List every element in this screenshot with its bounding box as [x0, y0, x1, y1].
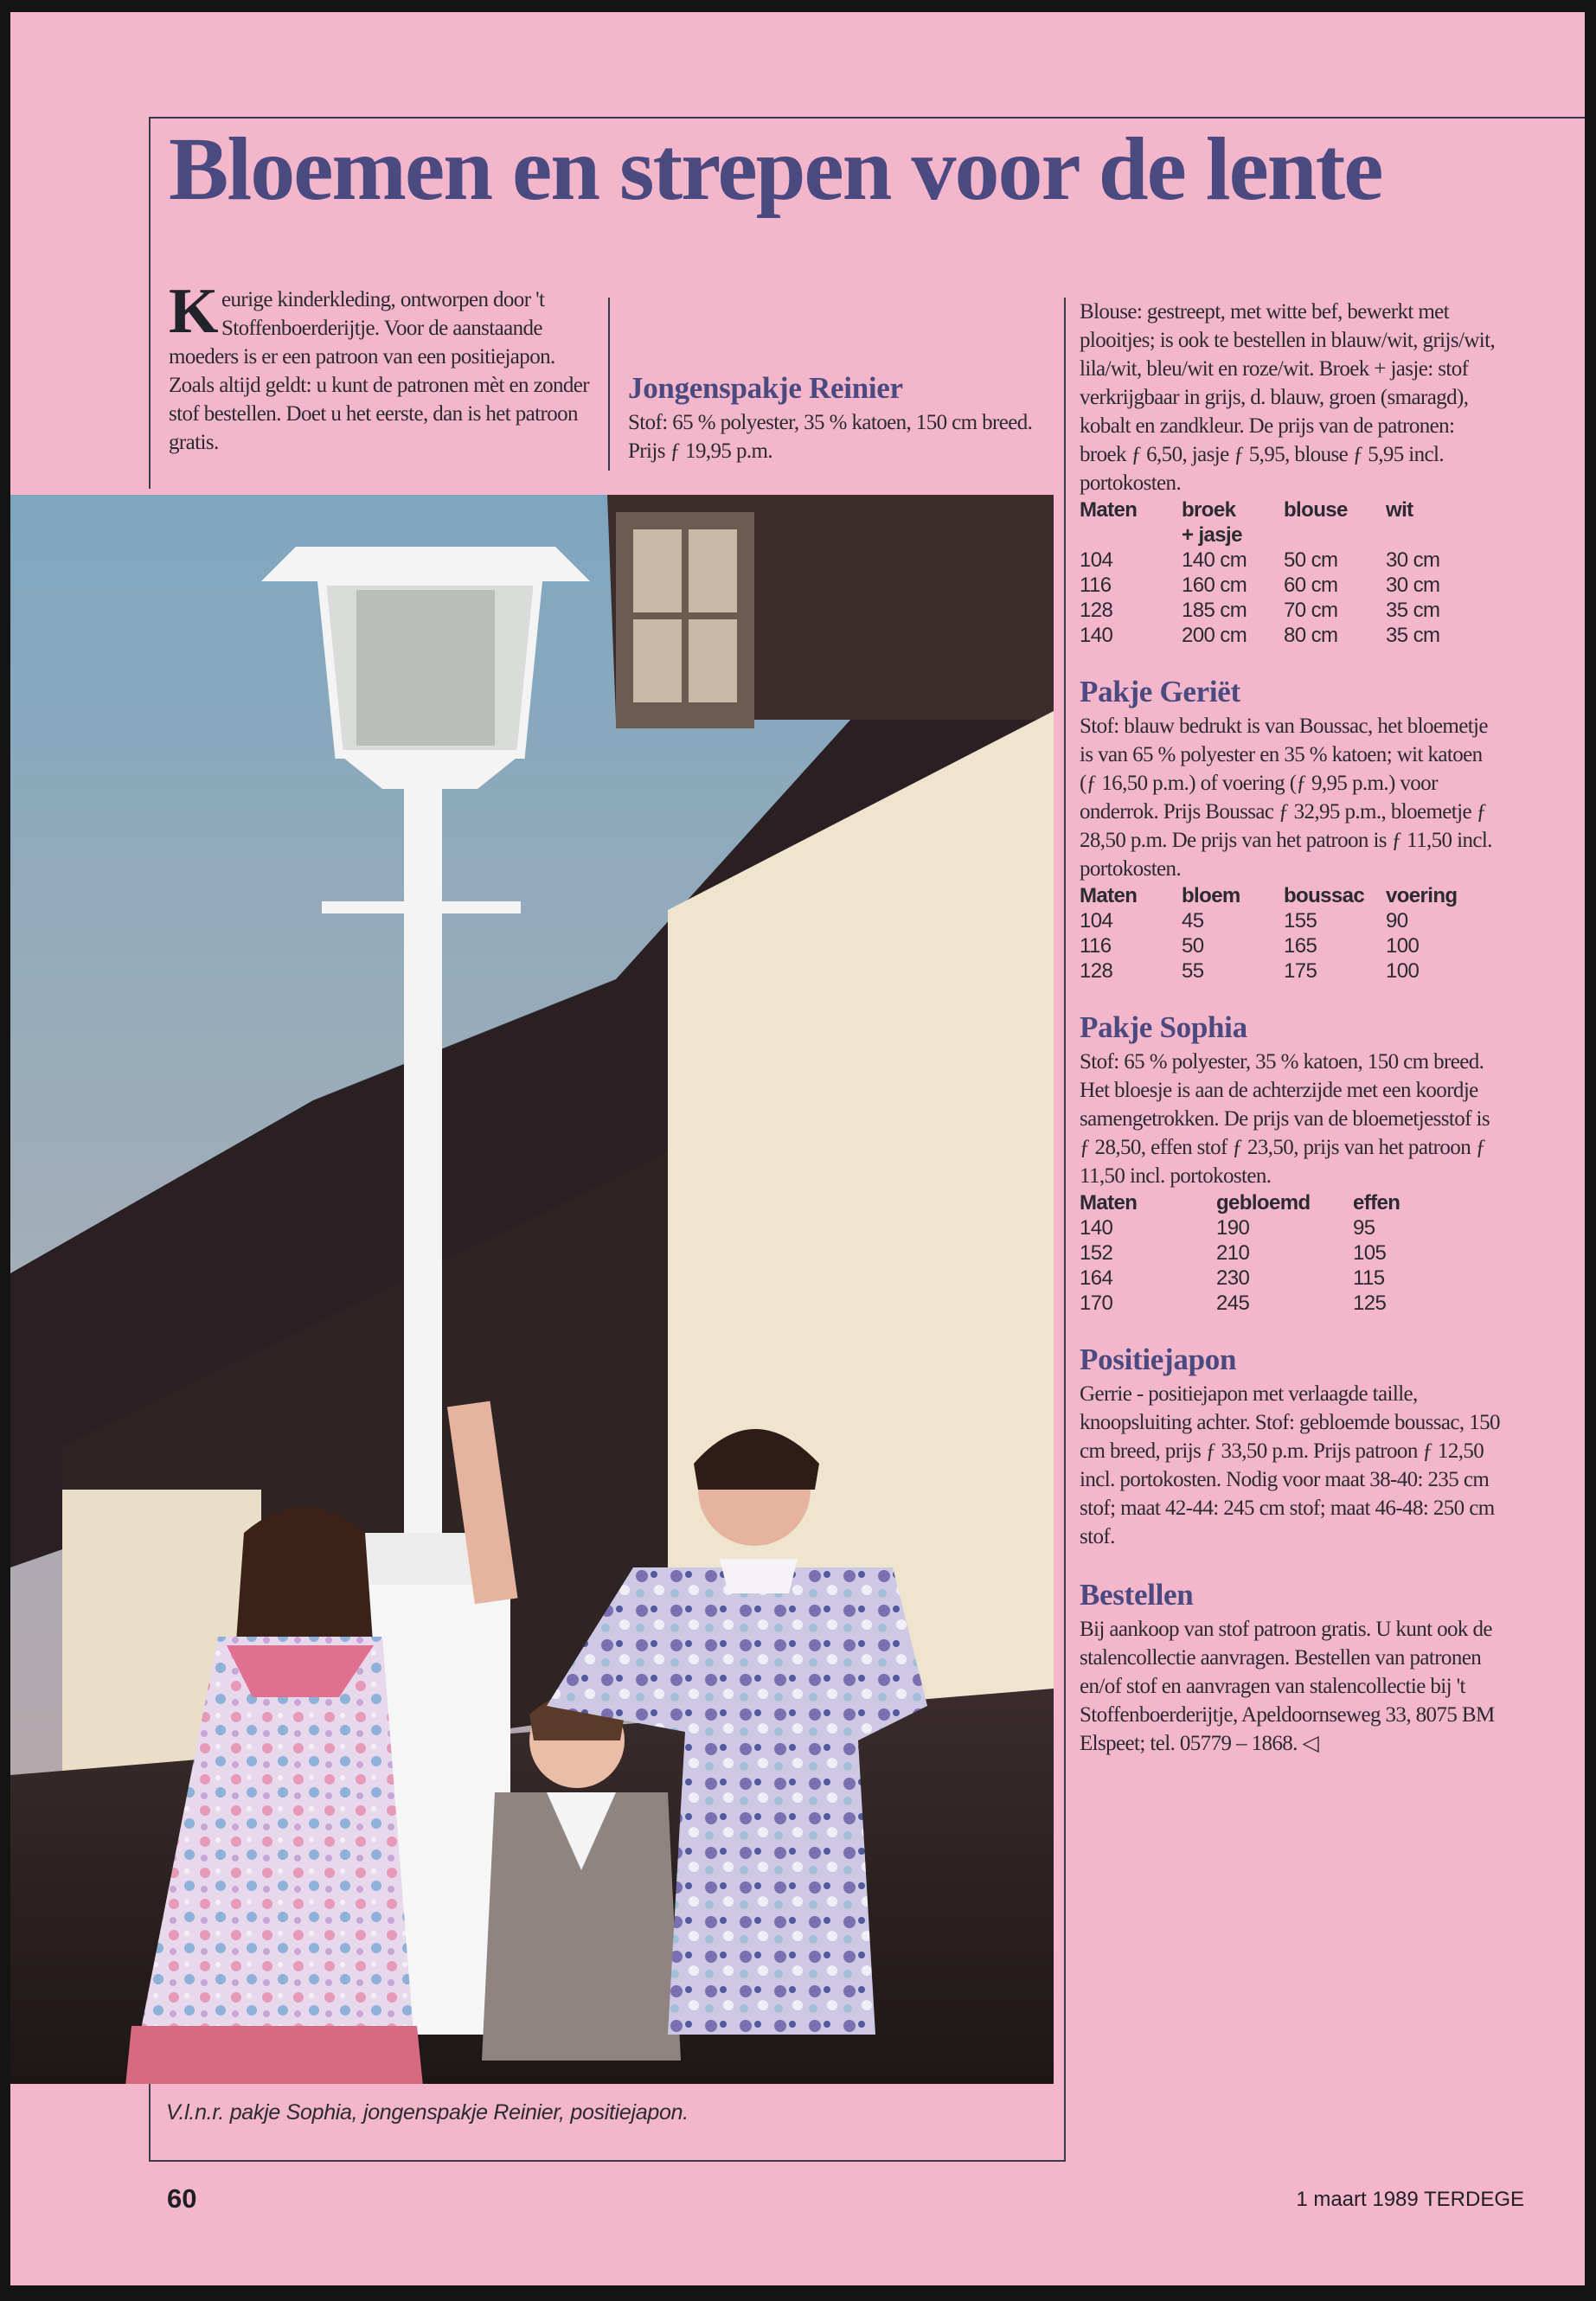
frame-bottom-rule — [149, 2160, 1066, 2162]
table-cell: 50 cm — [1284, 548, 1338, 572]
table-row — [1080, 1240, 1455, 1266]
table-cell: 105 — [1353, 1241, 1387, 1265]
table-cell: 80 cm — [1284, 624, 1338, 647]
table-cell: 170 — [1080, 1292, 1113, 1315]
table-cell: 210 — [1216, 1241, 1250, 1265]
table-cell: 164 — [1080, 1266, 1113, 1290]
table-cell: 155 — [1284, 909, 1317, 933]
table-cell: 152 — [1080, 1241, 1113, 1265]
magazine-page — [10, 12, 1585, 2285]
table-row — [1080, 958, 1488, 984]
table-cell: 140 — [1080, 624, 1113, 647]
table-row — [1080, 908, 1488, 933]
table-cell: 70 cm — [1284, 599, 1338, 622]
frame-left-rule-bottom — [149, 2084, 151, 2160]
table-cell: 90 — [1386, 909, 1408, 933]
table-header: boussac — [1284, 884, 1365, 907]
table-header-row — [1080, 1190, 1455, 1215]
table-cell: 100 — [1386, 959, 1420, 983]
table-row — [1080, 598, 1488, 623]
table-cell: 230 — [1216, 1266, 1250, 1290]
page-number: 60 — [167, 2183, 197, 2214]
blouse-text: Blouse: gestreept, met witte bef, bewerkt met plooitjes; is ook te bestellen in blauw/wit, grijs/wit, lila/wit, bleu/wit en roze/wit. Broek + jasje: stof verkrijgbaar in grijs, d. blauw, groen (smaragd), kobalt en zandkleur. De prijs van de patronen: broek ƒ 6,50, jasje ƒ 5,95, blouse ƒ 5,95 incl. portokosten. — [1080, 300, 1496, 495]
table-cell: 140 — [1080, 1216, 1113, 1240]
geriet-text: Stof: blauw bedrukt is van Boussac, het bloemetje is van 65 % polyester en 35 % katoen; wit katoen (ƒ 16,50 p.m.) of voering (ƒ 9,95 p.m.) voor onderrok. Prijs Boussac ƒ 32,95 p.m., bloemetje ƒ 28,50 p.m. De prijs van het patroon is ƒ 11,50 incl. portokosten. — [1080, 715, 1492, 881]
table-row — [1080, 623, 1488, 648]
table-cell: 160 cm — [1182, 574, 1247, 597]
table-header: effen — [1353, 1191, 1401, 1215]
reinier-text: Stof: 65 % polyester, 35 % katoen, 150 cm breed. Prijs ƒ 19,95 p.m. — [628, 411, 1033, 463]
table-header: Maten — [1080, 1191, 1138, 1215]
table-cell: 128 — [1080, 959, 1113, 983]
table-cell: 30 cm — [1386, 548, 1440, 572]
geriet-heading: Pakje Geriët — [1080, 675, 1240, 708]
frame-left-rule — [149, 117, 151, 489]
table-cell: 55 — [1182, 959, 1204, 983]
sophia-text: Stof: 65 % polyester, 35 % katoen, 150 cm breed. Het bloesje is aan de achterzijde met een koordje samengetrokken. De prijs van de bloemetjesstof is ƒ 28,50, effen stof ƒ 23,50, prijs van het patroon ƒ 11,50 incl. portokosten. — [1080, 1050, 1490, 1188]
table-cell: 190 — [1216, 1216, 1250, 1240]
table-cell: 116 — [1080, 934, 1112, 958]
table-header: Maten — [1080, 884, 1138, 907]
table-cell: 95 — [1353, 1216, 1375, 1240]
table-cell: 30 cm — [1386, 574, 1440, 597]
table-cell: 45 — [1182, 909, 1204, 933]
table-row — [1080, 548, 1488, 573]
table-cell: 116 — [1080, 574, 1112, 597]
table-cell: 50 — [1182, 934, 1204, 958]
table-cell: 245 — [1216, 1292, 1250, 1315]
table-cell: 60 cm — [1284, 574, 1338, 597]
issue-label: 1 maart 1989 TERDEGE — [1296, 2188, 1524, 2211]
table-cell: 100 — [1386, 934, 1420, 958]
table-row — [1080, 1266, 1455, 1291]
table-header: voering — [1386, 884, 1458, 907]
table-cell: 35 cm — [1386, 599, 1440, 622]
column-rule-2 — [1064, 298, 1066, 2162]
table-row — [1080, 1291, 1455, 1316]
frame-top-rule — [149, 117, 1585, 119]
table-cell: 165 — [1284, 934, 1317, 958]
table-row — [1080, 1215, 1455, 1240]
table-header: broek + jasje — [1182, 498, 1242, 547]
bestellen-heading: Bestellen — [1080, 1578, 1194, 1612]
table-header: bloem — [1182, 884, 1240, 907]
table-row — [1080, 573, 1488, 598]
blouse-size-table — [1080, 497, 1488, 648]
sophia-size-table — [1080, 1190, 1455, 1316]
table-cell: 200 cm — [1182, 624, 1247, 647]
table-header-row — [1080, 883, 1488, 908]
article-title: Bloemen en strepen voor de lente — [169, 119, 1382, 219]
table-cell: 115 — [1353, 1266, 1385, 1290]
reinier-heading: Jongenspakje Reinier — [628, 371, 903, 405]
positie-heading: Positiejapon — [1080, 1343, 1237, 1376]
table-cell: 125 — [1353, 1292, 1387, 1315]
table-header: Maten — [1080, 498, 1138, 522]
table-cell: 185 cm — [1182, 599, 1247, 622]
intro-paragraph — [169, 276, 593, 457]
geriet-size-table — [1080, 883, 1488, 984]
family-photo — [10, 495, 1054, 2084]
table-cell: 104 — [1080, 909, 1113, 933]
table-cell: 104 — [1080, 548, 1113, 572]
reinier-column — [628, 369, 1035, 465]
right-column — [1080, 298, 1500, 1758]
table-header: wit — [1386, 498, 1413, 522]
table-header-row — [1080, 497, 1488, 548]
photo-caption: V.l.n.r. pakje Sophia, jongenspakje Reinier, positiejapon. — [166, 2100, 689, 2125]
drop-cap: K — [169, 276, 218, 347]
table-cell: 128 — [1080, 599, 1113, 622]
column-rule-1 — [608, 298, 610, 471]
intro-column — [169, 276, 593, 457]
table-header: blouse — [1284, 498, 1348, 522]
table-cell: 175 — [1284, 959, 1317, 983]
table-cell: 140 cm — [1182, 548, 1247, 572]
table-header: gebloemd — [1216, 1191, 1311, 1215]
sophia-heading: Pakje Sophia — [1080, 1010, 1247, 1044]
table-cell: 35 cm — [1386, 624, 1440, 647]
intro-text: eurige kinderkleding, ontworpen door 't Stoffenboerderijtje. Voor de aanstaande moeders is er een patroon van een positiejapon. Zoals altijd geldt: u kunt de patronen mèt en zonder stof bestellen. Doet u het eerste, dan is het patroon gratis. — [169, 288, 590, 454]
bestellen-text: Bij aankoop van stof patroon gratis. U kunt ook de stalencollectie aanvragen. Bestellen van patronen en/of stof en aanvragen van stalencollectie bij 't Stoffenboerderijtje, Apeldoornseweg 33, 8075 BM Elspeet; tel. 05779 – 1868. ◁ — [1080, 1618, 1495, 1755]
positie-text: Gerrie - positiejapon met verlaagde taille, knoopsluiting achter. Stof: gebloemde boussac, 150 cm breed, prijs ƒ 33,50 p.m. Prijs patroon ƒ 12,50 incl. portokosten. Nodig voor maat 38-40: 235 cm stof; maat 42-44: 245 cm stof; maat 46-48: 250 cm stof. — [1080, 1382, 1500, 1548]
table-row — [1080, 933, 1488, 958]
